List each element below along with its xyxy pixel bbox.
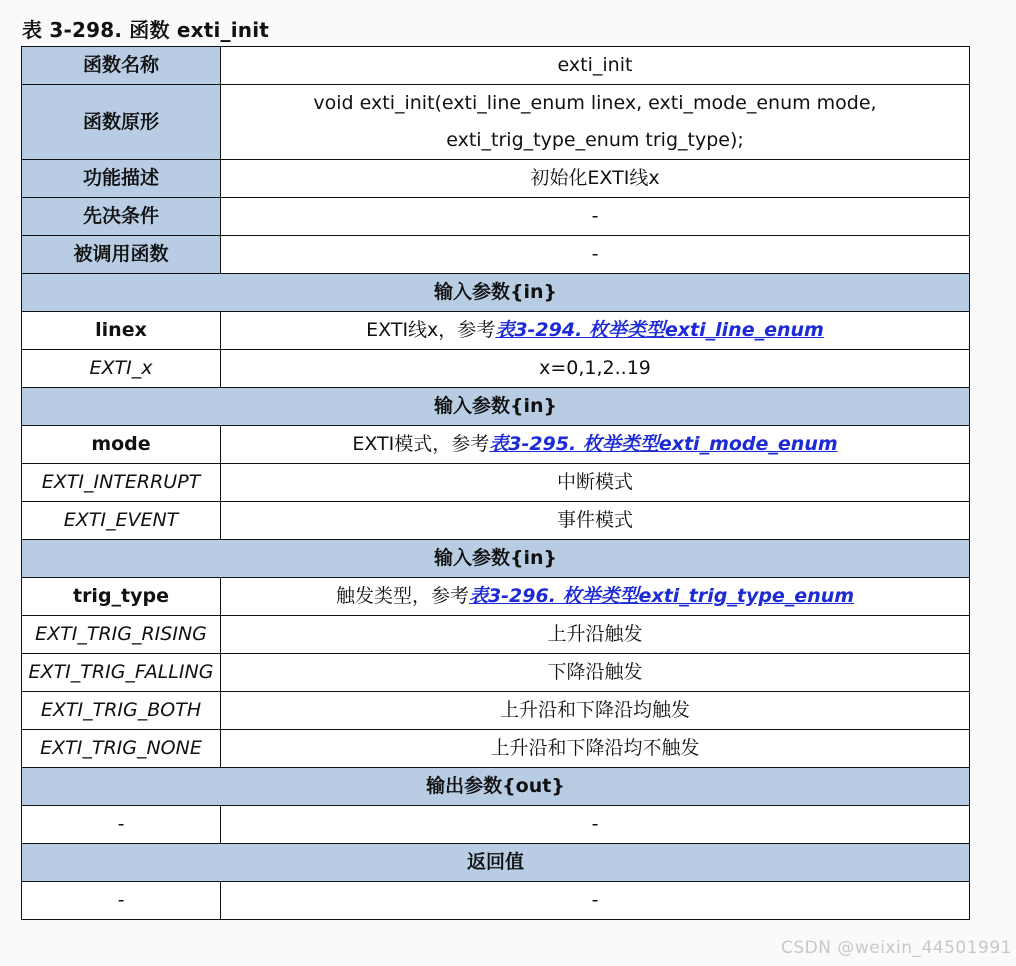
table-caption: 表 3-298. 函数 exti_init (22, 18, 270, 42)
precondition-value: - (221, 198, 970, 236)
section-header: 输出参数{out} (22, 768, 970, 806)
param-desc-text: 触发类型，参考 (335, 585, 469, 607)
section-header-row (22, 768, 970, 806)
param-value-desc: 中断模式 (221, 464, 970, 502)
watermark: CSDN @weixin_44501991 (780, 938, 1012, 958)
value-row (22, 654, 970, 692)
section-header: 输入参数{in} (22, 274, 970, 312)
value-row (22, 464, 970, 502)
param-name: linex (22, 312, 221, 350)
prototype-line: void exti_init(exti_line_enum linex, exti_mode_enum mode, (313, 92, 877, 114)
param-value-desc: 上升沿和下降沿均不触发 (221, 730, 970, 768)
return-name: - (22, 882, 221, 920)
param-desc-text: EXTI模式，参考 (352, 433, 490, 455)
table-row (22, 47, 970, 85)
param-value-name: EXTI_TRIG_RISING (22, 616, 221, 654)
row-label: 功能描述 (22, 160, 221, 198)
param-value-name: EXTI_x (22, 350, 221, 388)
section-header: 输入参数{in} (22, 388, 970, 426)
table-row (22, 198, 970, 236)
section-header-row (22, 540, 970, 578)
table-ref-link[interactable]: 表3-296. 枚举类型exti_trig_type_enum (468, 585, 855, 607)
section-header-row (22, 388, 970, 426)
param-value-name: EXTI_TRIG_FALLING (22, 654, 221, 692)
param-value-desc: 下降沿触发 (221, 654, 970, 692)
value-row (22, 616, 970, 654)
param-desc-text: EXTI线x，参考 (366, 319, 496, 341)
prototype-line: exti_trig_type_enum trig_type); (446, 129, 744, 151)
description-value: 初始化EXTI线x (221, 160, 970, 198)
table-ref-link[interactable]: 表3-294. 枚举类型exti_line_enum (495, 319, 824, 341)
called-functions-value: - (221, 236, 970, 274)
param-description (221, 578, 970, 616)
param-description (221, 426, 970, 464)
row-label: 函数名称 (22, 47, 221, 85)
param-value-desc: 事件模式 (221, 502, 970, 540)
output-value: - (221, 806, 970, 844)
value-row (22, 730, 970, 768)
param-value-name: EXTI_INTERRUPT (22, 464, 221, 502)
row-label: 被调用函数 (22, 236, 221, 274)
row-label: 先决条件 (22, 198, 221, 236)
value-row (22, 350, 970, 388)
value-row (22, 882, 970, 920)
output-name: - (22, 806, 221, 844)
section-header: 输入参数{in} (22, 540, 970, 578)
return-value: - (221, 882, 970, 920)
table-ref-link[interactable]: 表3-295. 枚举类型exti_mode_enum (489, 433, 838, 455)
value-row (22, 692, 970, 730)
param-value-name: EXTI_TRIG_BOTH (22, 692, 221, 730)
param-name: trig_type (22, 578, 221, 616)
param-row (22, 426, 970, 464)
value-row (22, 502, 970, 540)
param-name: mode (22, 426, 221, 464)
param-description (221, 312, 970, 350)
param-row (22, 578, 970, 616)
param-value-desc: 上升沿和下降沿均触发 (221, 692, 970, 730)
function-prototype-value (221, 85, 970, 160)
param-value-name: EXTI_EVENT (22, 502, 221, 540)
section-header-row (22, 274, 970, 312)
section-header: 返回值 (22, 844, 970, 882)
table-row (22, 85, 970, 160)
param-value-desc: x=0,1,2..19 (221, 350, 970, 388)
param-row (22, 312, 970, 350)
row-label: 函数原形 (22, 85, 221, 160)
value-row (22, 806, 970, 844)
param-value-name: EXTI_TRIG_NONE (22, 730, 221, 768)
table-row (22, 160, 970, 198)
param-value-desc: 上升沿触发 (221, 616, 970, 654)
function-name-value: exti_init (221, 47, 970, 85)
table-row (22, 236, 970, 274)
section-header-row (22, 844, 970, 882)
function-spec-table (21, 46, 970, 920)
